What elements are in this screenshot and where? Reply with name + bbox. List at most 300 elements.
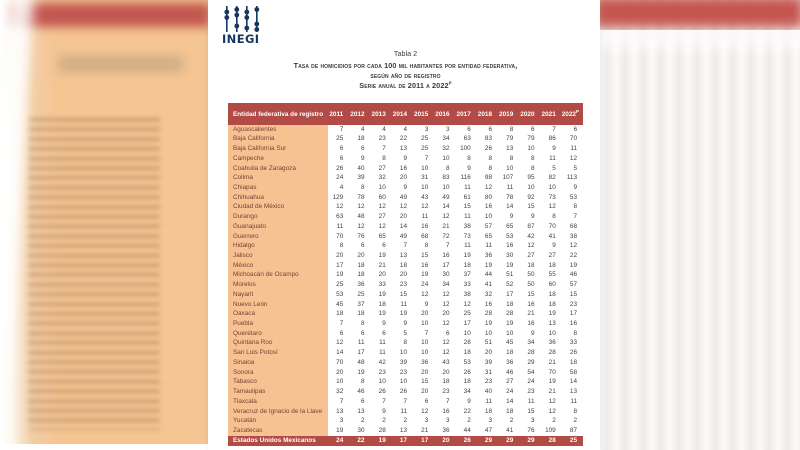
value-cell: 27	[548, 252, 556, 259]
value-cell: 12	[357, 203, 365, 211]
value-cell: 32	[336, 388, 344, 396]
value-cell: 49	[399, 193, 407, 201]
year-column-header: $2022^P$	[562, 103, 583, 125]
value-cell: 51	[506, 271, 514, 279]
value-cell: 15	[421, 378, 429, 386]
value-cell: 13	[548, 320, 556, 328]
value-cell: 13	[399, 426, 407, 434]
value-cell: 42	[378, 358, 386, 366]
value-cell: 38	[463, 290, 471, 298]
entity-name-cell: Baja California	[228, 135, 328, 145]
value-cell: 24	[527, 378, 535, 386]
value-cell: 6	[530, 125, 535, 133]
value-cell: 28	[463, 339, 471, 347]
year-column-header: 2016	[434, 103, 455, 125]
value-cell: 10	[336, 378, 344, 386]
value-cell: 11	[570, 397, 577, 405]
value-cell: 9	[424, 300, 429, 308]
entity-name-cell: Quintana Roo	[228, 339, 328, 349]
value-cell: 19	[548, 378, 556, 386]
value-cell: 6	[382, 242, 386, 250]
value-cell: 4	[403, 125, 407, 133]
value-cell: 80	[484, 193, 492, 201]
entity-name-cell: Nuevo León	[228, 300, 328, 310]
value-cell: 8	[488, 164, 492, 172]
value-cell: 6	[445, 329, 450, 337]
value-cell: 7	[382, 397, 386, 405]
value-cell: 9	[382, 407, 386, 415]
value-cell: 79	[506, 135, 514, 143]
value-cell: 9	[509, 213, 514, 221]
value-cell: 14	[442, 203, 450, 211]
value-cell: 12	[569, 242, 577, 250]
value-cell: 12	[548, 203, 556, 211]
value-cell: 17	[506, 290, 514, 298]
value-cell: 23	[442, 388, 450, 396]
table-row	[228, 358, 583, 368]
value-cell: 50	[527, 281, 535, 289]
year-column-header: 2019	[498, 103, 519, 125]
total-row-label: Estados Unidos Mexicanos	[228, 436, 328, 446]
value-cell: 19	[336, 271, 344, 279]
value-cell: 107	[502, 174, 514, 182]
value-cell: 8	[573, 203, 577, 211]
value-cell: 10	[399, 349, 407, 357]
value-cell: 17	[357, 349, 365, 357]
value-cell: 78	[506, 193, 514, 201]
table-row	[228, 417, 583, 427]
value-cell: 32	[442, 145, 450, 153]
value-cell: 17	[442, 261, 450, 269]
value-cell: 87	[569, 426, 577, 434]
value-cell: 20	[378, 271, 386, 279]
value-cell: 32	[378, 174, 386, 182]
value-cell: 49	[442, 193, 450, 201]
value-cell: 12	[527, 242, 535, 250]
value-cell: 2	[573, 417, 577, 425]
value-cell: 8	[488, 154, 492, 162]
value-cell: 53	[506, 232, 514, 240]
table-row	[228, 144, 583, 154]
value-cell: 12	[442, 213, 450, 221]
value-cell: 16	[527, 300, 535, 308]
value-cell: 10	[548, 329, 556, 337]
total-value-cell: 22	[349, 436, 370, 446]
value-cell: 61	[463, 193, 471, 201]
value-cell: 10	[506, 329, 514, 337]
value-cell: 29	[527, 358, 535, 366]
value-cell: 51	[484, 339, 492, 347]
value-cell: 6	[424, 397, 429, 405]
value-cell: 19	[378, 290, 386, 298]
value-cell: 98	[484, 174, 492, 182]
entity-name-cell: Campeche	[228, 154, 328, 164]
value-cell: 73	[463, 232, 471, 240]
value-cell: 18	[442, 378, 450, 386]
value-cell: 6	[360, 242, 365, 250]
total-value-cell: 26	[456, 436, 477, 446]
value-cell: 4	[360, 125, 365, 133]
value-cell: 25	[421, 135, 429, 143]
value-cell: 82	[548, 174, 556, 182]
value-cell: 6	[573, 125, 577, 133]
year-column-header: 2014	[392, 103, 413, 125]
value-cell: 20	[336, 252, 344, 259]
title-line3: Serie anual de 2011 a $2022^P$	[359, 80, 452, 90]
value-cell: 34	[442, 135, 450, 143]
value-cell: 9	[382, 320, 386, 328]
entity-name-cell: Guerrero	[228, 232, 328, 242]
value-cell: 10	[463, 329, 471, 337]
table-row	[228, 242, 583, 252]
table-foot	[228, 436, 583, 446]
entity-name-cell: Chihuahua	[228, 193, 328, 203]
value-cell: 37	[357, 300, 365, 308]
value-cell: 7	[552, 125, 556, 133]
value-cell: 9	[552, 242, 556, 250]
table-row	[228, 407, 583, 417]
table-row	[228, 349, 583, 359]
value-cell: 11	[400, 300, 407, 308]
value-cell: 7	[445, 397, 450, 405]
value-cell: 116	[460, 174, 471, 182]
value-cell: 18	[399, 261, 407, 269]
entity-name-cell: Durango	[228, 212, 328, 222]
value-cell: 19	[463, 252, 471, 259]
value-cell: 20	[399, 174, 407, 182]
total-value-cell: 17	[392, 436, 413, 446]
entity-name-cell: Michoacán de Ocampo	[228, 271, 328, 281]
value-cell: 9	[403, 320, 407, 328]
value-cell: 3	[488, 417, 492, 425]
table-row	[228, 135, 583, 145]
value-cell: 7	[339, 320, 344, 328]
value-cell: 20	[484, 349, 492, 357]
value-cell: 21	[548, 358, 556, 366]
table-row	[228, 125, 583, 135]
value-cell: 15	[527, 203, 535, 211]
value-cell: 83	[442, 174, 450, 182]
value-cell: 6	[360, 329, 365, 337]
value-cell: 41	[484, 281, 492, 289]
value-cell: 34	[463, 388, 471, 396]
value-cell: 87	[527, 222, 535, 230]
value-cell: 8	[382, 154, 386, 162]
year-column-header: 2012	[349, 103, 370, 125]
value-cell: 8	[509, 154, 514, 162]
table-row	[228, 261, 583, 271]
value-cell: 11	[379, 349, 386, 357]
value-cell: 36	[506, 358, 514, 366]
value-cell: 12	[421, 290, 429, 298]
value-cell: 4	[382, 125, 386, 133]
value-cell: 44	[463, 426, 471, 434]
value-cell: 8	[573, 329, 577, 337]
value-cell: 9	[467, 164, 471, 172]
value-cell: 20	[421, 368, 429, 376]
value-cell: 11	[464, 183, 471, 191]
value-cell: 7	[403, 397, 407, 405]
value-cell: 45	[506, 339, 514, 347]
value-cell: 17	[336, 261, 344, 269]
value-cell: 13	[506, 145, 514, 153]
value-cell: 47	[484, 426, 492, 434]
table-row	[228, 212, 583, 222]
value-cell: 12	[442, 300, 450, 308]
value-cell: 26	[569, 349, 577, 357]
value-cell: 15	[463, 203, 471, 211]
value-cell: 34	[527, 339, 535, 347]
total-value-cell: 28	[541, 436, 562, 446]
value-cell: 30	[442, 271, 450, 279]
value-cell: 27	[378, 213, 386, 221]
total-value-cell: 20	[434, 436, 455, 446]
entity-name-cell: San Luis Potosí	[228, 349, 328, 359]
value-cell: 70	[548, 368, 556, 376]
entity-name-cell: Oaxaca	[228, 310, 328, 320]
value-cell: 38	[569, 232, 577, 240]
value-cell: 70	[548, 222, 556, 230]
inegi-logo	[222, 5, 292, 46]
value-cell: 53	[336, 290, 344, 298]
total-value-cell: 29	[498, 436, 519, 446]
value-cell: 12	[421, 203, 429, 211]
value-cell: 9	[360, 154, 365, 162]
value-cell: 12	[442, 339, 450, 347]
value-cell: 10	[421, 349, 429, 357]
table-row	[228, 193, 583, 203]
value-cell: 92	[527, 193, 535, 201]
value-cell: 12	[399, 203, 407, 211]
value-cell: 21	[378, 261, 386, 269]
entity-name-cell: Ciudad de México	[228, 203, 328, 213]
value-cell: 40	[357, 164, 365, 172]
value-cell: 11	[379, 339, 386, 347]
value-cell: 11	[464, 213, 471, 221]
value-cell: 18	[336, 310, 344, 318]
value-cell: 15	[527, 407, 535, 415]
table-row	[228, 300, 583, 310]
title-line1: Tasa de homicidios por cada 100 mil habitantes por entidad federativa,	[293, 60, 518, 70]
value-cell: 33	[463, 281, 471, 289]
value-cell: 3	[530, 417, 535, 425]
value-cell: 10	[399, 378, 407, 386]
value-cell: 25	[463, 310, 471, 318]
entity-name-cell: Baja California Sur	[228, 144, 328, 154]
value-cell: 36	[484, 252, 492, 259]
value-cell: 6	[339, 145, 344, 153]
value-cell: 24	[506, 388, 514, 396]
value-cell: 14	[336, 349, 344, 357]
value-cell: 18	[484, 407, 492, 415]
total-value-cell: 29	[477, 436, 498, 446]
value-cell: 18	[548, 290, 556, 298]
value-cell: 13	[399, 145, 407, 153]
value-cell: 28	[548, 349, 556, 357]
value-cell: 20	[336, 368, 344, 376]
value-cell: 7	[382, 145, 386, 153]
value-cell: 26	[378, 388, 386, 396]
value-cell: 21	[527, 310, 535, 318]
table-row	[228, 368, 583, 378]
value-cell: 6	[467, 125, 471, 133]
value-cell: 83	[484, 135, 492, 143]
table-row	[228, 154, 583, 164]
value-cell: 12	[336, 203, 344, 211]
value-cell: 20	[357, 252, 365, 259]
table-row	[228, 271, 583, 281]
value-cell: 20	[421, 388, 429, 396]
value-cell: 28	[506, 310, 514, 318]
value-cell: 25	[336, 281, 344, 289]
value-cell: 33	[378, 281, 386, 289]
value-cell: 11	[336, 222, 344, 230]
value-cell: 6	[339, 329, 344, 337]
value-cell: 8	[339, 242, 344, 250]
year-column-header: 2021	[541, 103, 562, 125]
value-cell: 28	[527, 349, 535, 357]
value-cell: 113	[566, 174, 577, 182]
total-value-cell: 24	[328, 436, 349, 446]
value-cell: 8	[360, 378, 365, 386]
value-cell: 9	[573, 183, 577, 191]
value-cell: 40	[484, 388, 492, 396]
value-cell: 23	[484, 378, 492, 386]
value-cell: 54	[527, 368, 535, 376]
value-cell: 18	[378, 300, 386, 308]
entity-name-cell: Tamaulipas	[228, 387, 328, 397]
value-cell: 2	[360, 417, 365, 425]
value-cell: 68	[421, 232, 429, 240]
entity-name-cell: Yucatán	[228, 417, 328, 427]
entity-column-header: Entidad federativa de registro	[228, 103, 328, 125]
value-cell: 3	[424, 417, 429, 425]
value-cell: 19	[484, 320, 492, 328]
value-cell: 11	[570, 145, 577, 153]
value-cell: 18	[506, 349, 514, 357]
entity-name-cell: Guanajuato	[228, 222, 328, 232]
value-cell: 13	[569, 388, 577, 396]
entity-name-cell: Sonora	[228, 368, 328, 378]
value-cell: 31	[484, 368, 492, 376]
table-row	[228, 290, 583, 300]
value-cell: 15	[569, 290, 577, 298]
entity-name-cell: Sinaloa	[228, 358, 328, 368]
value-cell: 22	[463, 407, 471, 415]
document-page	[208, 0, 600, 450]
entity-name-cell: México	[228, 261, 328, 271]
value-cell: 10	[484, 213, 492, 221]
value-cell: 7	[424, 329, 429, 337]
table-row	[228, 310, 583, 320]
value-cell: 12	[463, 300, 471, 308]
value-cell: 65	[378, 232, 386, 240]
value-cell: 19	[357, 368, 365, 376]
value-cell: 18	[357, 261, 365, 269]
value-cell: 19	[484, 261, 492, 269]
entity-name-cell: Aguascalientes	[228, 125, 328, 135]
value-cell: 52	[506, 281, 514, 289]
value-cell: 18	[548, 261, 556, 269]
value-cell: 18	[463, 378, 471, 386]
value-cell: 26	[336, 164, 344, 172]
value-cell: 27	[506, 378, 514, 386]
value-cell: 24	[421, 281, 429, 289]
value-cell: 23	[399, 281, 407, 289]
value-cell: 12	[442, 349, 450, 357]
value-cell: 15	[527, 290, 535, 298]
value-cell: 18	[527, 261, 535, 269]
value-cell: 63	[463, 135, 471, 143]
value-cell: 31	[421, 174, 429, 182]
value-cell: 36	[548, 339, 556, 347]
value-cell: 23	[527, 388, 535, 396]
value-cell: 46	[357, 388, 365, 396]
background-blur-right-redband	[594, 0, 800, 28]
value-cell: 18	[569, 358, 577, 366]
table-row	[228, 281, 583, 291]
value-cell: 73	[548, 193, 556, 201]
value-cell: 14	[399, 222, 407, 230]
entity-name-cell: Chiapas	[228, 183, 328, 193]
inegi-logo-text: INEGI	[222, 32, 260, 46]
value-cell: 16	[506, 242, 514, 250]
value-cell: 7	[424, 154, 429, 162]
value-cell: 76	[527, 426, 535, 434]
value-cell: 68	[569, 222, 577, 230]
background-blur-left-text-smudges	[28, 118, 160, 430]
value-cell: 32	[484, 290, 492, 298]
value-cell: 36	[357, 281, 365, 289]
value-cell: 10	[527, 183, 535, 191]
background-blur-left-redband	[12, 3, 210, 27]
entity-name-cell: Tabasco	[228, 378, 328, 388]
value-cell: 16	[484, 203, 492, 211]
value-cell: 21	[548, 388, 556, 396]
entity-name-cell: Veracruz de Ignacio de la Llave	[228, 407, 328, 417]
value-cell: 11	[485, 397, 492, 405]
value-cell: 70	[569, 135, 577, 143]
value-cell: 2	[552, 417, 556, 425]
value-cell: 53	[569, 193, 577, 201]
homicide-rates-table	[228, 103, 583, 446]
value-cell: 18	[506, 300, 514, 308]
value-cell: 10	[421, 320, 429, 328]
value-cell: 12	[484, 183, 492, 191]
value-cell: 7	[339, 125, 344, 133]
value-cell: 43	[421, 193, 429, 201]
value-cell: 20	[442, 368, 450, 376]
value-cell: 65	[484, 232, 492, 240]
value-cell: 19	[569, 261, 577, 269]
value-cell: 11	[464, 242, 471, 250]
value-cell: 9	[403, 183, 407, 191]
table-row	[228, 426, 583, 436]
entity-name-cell: Querétaro	[228, 329, 328, 339]
title-block	[228, 49, 583, 91]
value-cell: 43	[442, 358, 450, 366]
value-cell: 39	[357, 174, 365, 182]
value-cell: 16	[399, 164, 407, 172]
total-value-cell: 19	[371, 436, 392, 446]
value-cell: 60	[548, 281, 556, 289]
value-cell: 10	[506, 164, 514, 172]
value-cell: 3	[445, 125, 450, 133]
value-cell: 10	[378, 183, 386, 191]
value-cell: 28	[378, 426, 386, 434]
value-cell: 49	[399, 232, 407, 240]
table-row	[228, 232, 583, 242]
